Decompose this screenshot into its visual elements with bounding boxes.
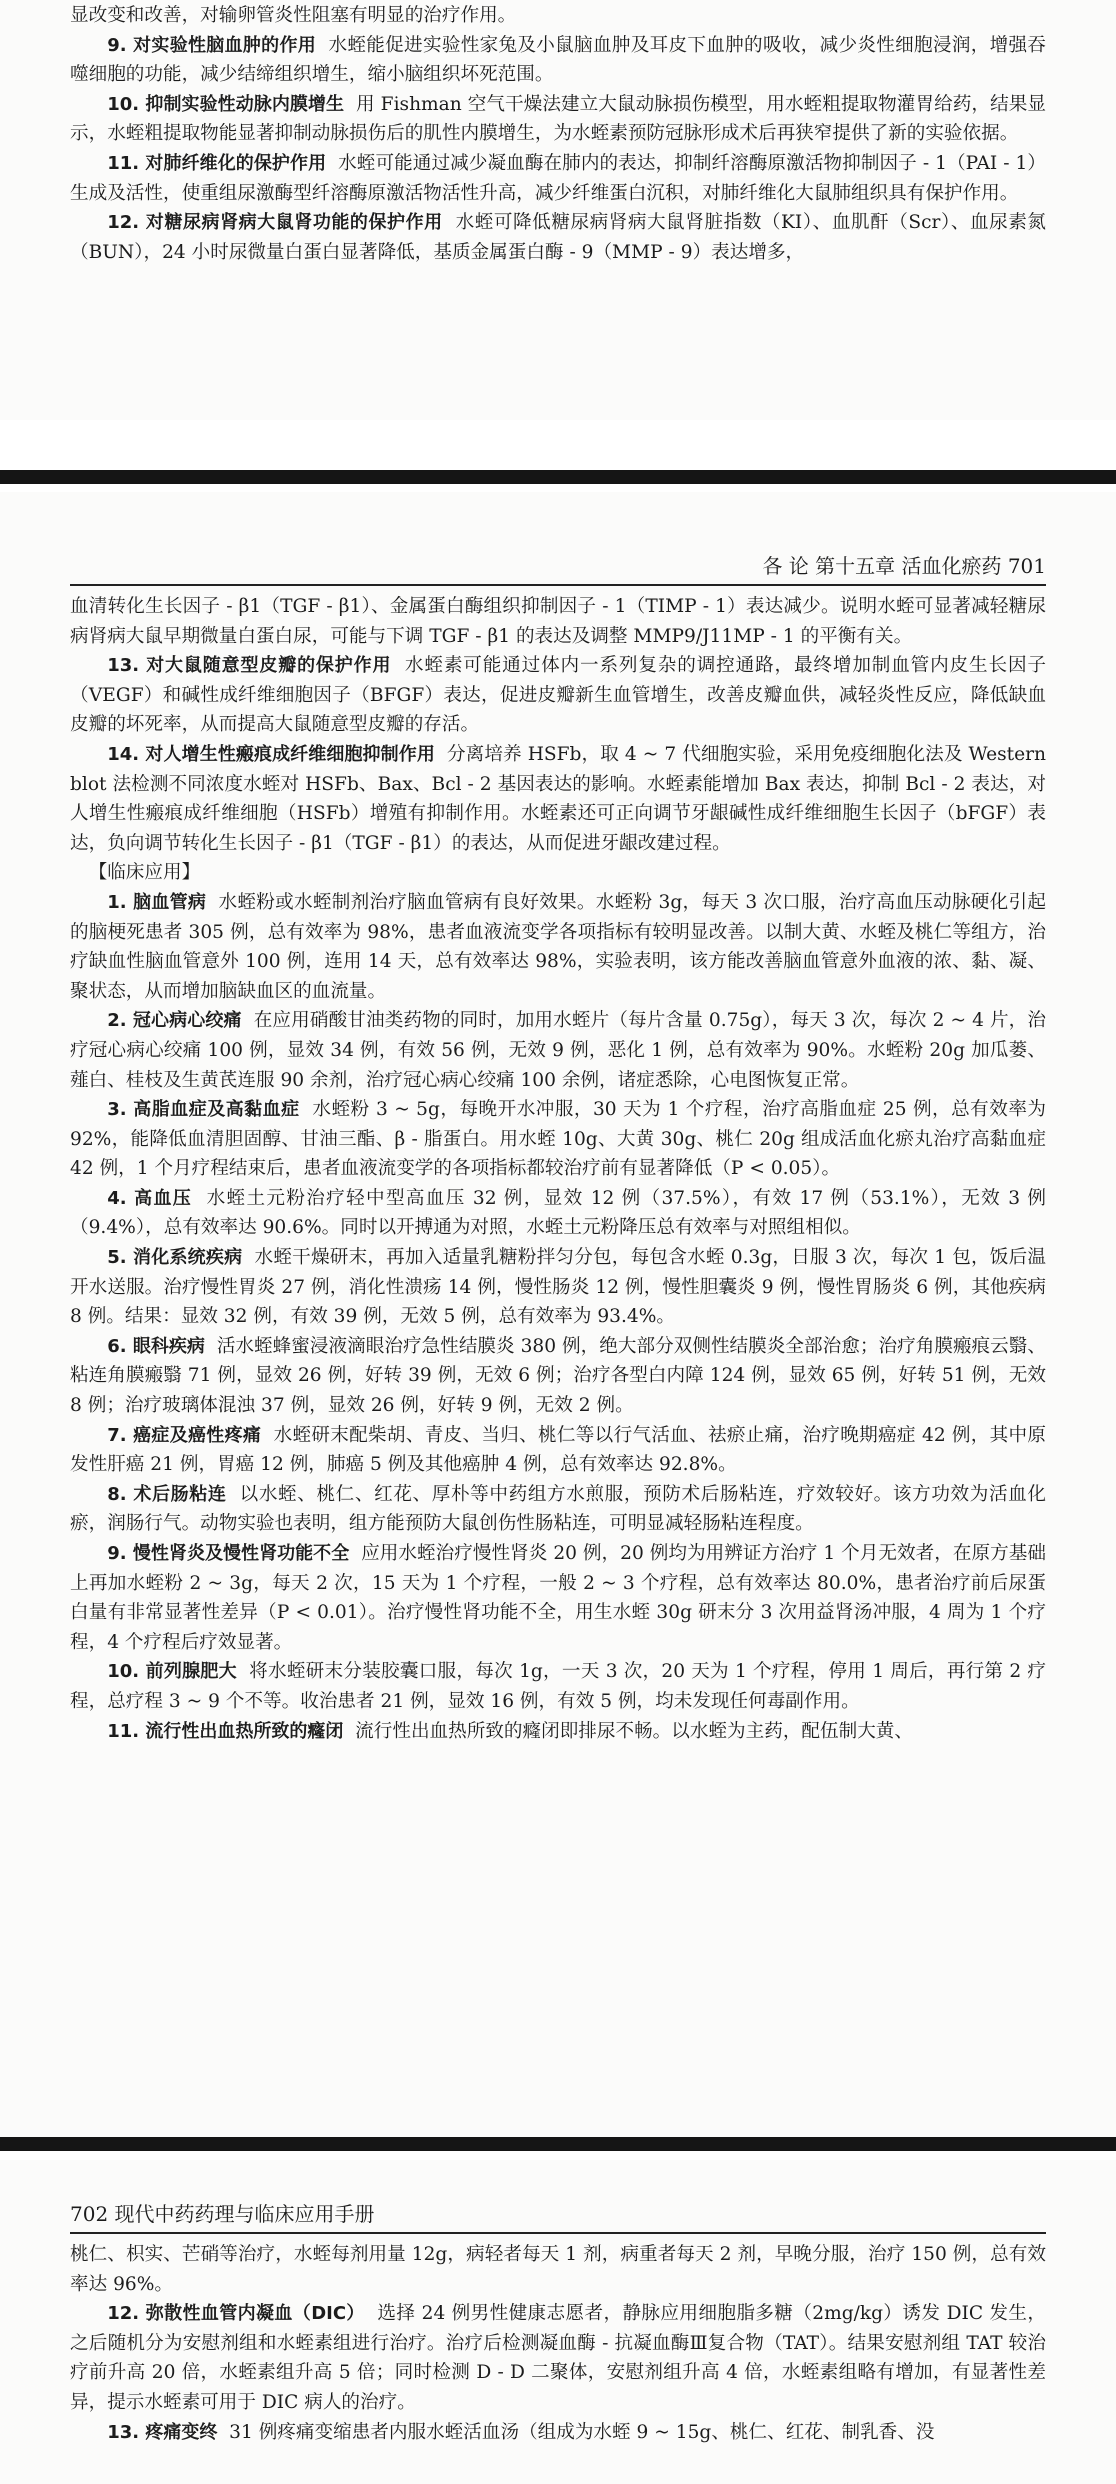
header-rule [70, 2232, 1046, 2234]
paragraph [70, 1717, 1046, 1747]
paragraph-heading: 11. 流行性出血热所致的癃闭 [107, 1720, 344, 1742]
paragraph [70, 1243, 1046, 1332]
paragraph-text: 选择 24 例男性健康志愿者，静脉应用细胞脂多糖（2mg/kg）诱发 DIC 发生，之后随机分为安慰剂组和水蛭素组进行治疗。治疗后检测凝血酶 - 抗凝血酶Ⅲ复合物（TAT）。结果安慰剂组 TAT 较治疗前升高 20 倍，水蛭素组升高 5 倍；同时检测 D - D 二聚体，安慰剂组升高 4 倍，水蛭素组略有增加，有显著性差异，提示水蛭素可用于 DIC 病人的治疗。 [70, 2303, 1046, 2413]
paragraph-heading: 5. 消化系统疾病 [107, 1247, 243, 1269]
paragraph [70, 1421, 1046, 1480]
paragraph [70, 149, 1046, 208]
paragraph-text: 水蛭粉 3 ~ 5g，每晚开水冲服，30 天为 1 个疗程，治疗高脂血症 25 例，总有效率为 92%，能降低血清胆固醇、甘油三酯、β - 脂蛋白。用水蛭 10g、大黄 30g、桃仁 20g 组成活血化瘀丸治疗高黏血症 42 例，1 个月疗程结束后，患者血液流变学的各项指标都较治疗前有显著降低（P < 0.05）。 [70, 1099, 1046, 1180]
paragraph-heading: 12. 对糖尿病肾病大鼠肾功能的保护作用 [107, 212, 443, 234]
paragraph-heading: 7. 癌症及癌性疼痛 [107, 1424, 262, 1446]
paragraph [70, 1539, 1046, 1657]
paragraph-text: 水蛭粉或水蛭制剂治疗脑血管病有良好效果。水蛭粉 3g，每天 3 次口服，治疗高血压动脉硬化引起的脑梗死患者 305 例，总有效率为 98%，患者血液流变学各项指标有较明显改善。以制大黄、水蛭及桃仁等组方，治疗缺血性脑血管意外 100 例，连用 14 天，总有效率达 98%，实验表明，该方能改善脑血管意外血液的浓、黏、凝、聚状态，从而增加脑缺血区的血流量。 [70, 891, 1046, 1002]
paragraph-text: 显改变和改善，对输卵管炎性阻塞有明显的治疗作用。 [70, 5, 517, 26]
paragraph-text: 活水蛭蜂蜜浸液滴眼治疗急性结膜炎 380 例，绝大部分双侧性结膜炎全部治愈；治疗角膜瘢痕云翳、粘连角膜瘢翳 71 例，显效 26 例，好转 39 例，无效 6 例；治疗各型白内障 124 例，显效 65 例，好转 51 例，无效 8 例；治疗玻璃体混浊 37 例，显效 26 例，好转 9 例，无效 2 例。 [70, 1335, 1047, 1417]
paragraph [70, 592, 1046, 651]
paragraph-heading: 14. 对人增生性瘢痕成纤维细胞抑制作用 [107, 743, 435, 765]
paragraph-heading: 11. 对肺纤维化的保护作用 [107, 152, 327, 174]
page1-body [70, 1, 1046, 267]
paragraph-text: 水蛭干燥研末，再加入适量乳糖粉拌匀分包，每包含水蛭 0.3g，日服 3 次，每次 1 包，饭后温开水送服。治疗慢性胃炎 27 例，消化性溃疡 14 例，慢性肠炎 12 例，慢性胆囊炎 9 例，慢性胃肠炎 6 例，其他疾病 8 例。结果：显效 32 例，有效 39 例，无效 5 例，总有效率为 93.4%。 [70, 1247, 1047, 1328]
paragraph-text: 水蛭土元粉治疗轻中型高血压 32 例，显效 12 例（37.5%），有效 17 例（53.1%），无效 3 例（9.4%），总有效率达 90.6%。同时以开搏通为对照，水蛭土元粉降压总有效率与对照组相似。 [70, 1187, 1046, 1239]
paragraph [70, 740, 1046, 858]
paragraph-text: 以水蛭、桃仁、红花、厚朴等中药组方水煎服，预防术后肠粘连，疗效较好。该方功效为活血化瘀，润肠行气。动物实验也表明，组方能预防大鼠创伤性肠粘连，可明显减轻肠粘连程度。 [70, 1483, 1046, 1535]
paragraph-heading: 9. 对实验性脑血肿的作用 [107, 34, 317, 56]
paragraph-text: 桃仁、枳实、芒硝等治疗，水蛭每剂用量 12g，病轻者每天 1 剂，病重者每天 2 剂，早晚分服，治疗 150 例，总有效率达 96%。 [70, 2244, 1046, 2295]
paragraph-heading: 12. 弥散性血管内凝血（DIC） [107, 2303, 365, 2325]
paragraph [70, 90, 1046, 149]
paragraph [70, 1480, 1046, 1539]
paragraph-heading: 8. 术后肠粘连 [107, 1483, 227, 1505]
paragraph [70, 2299, 1046, 2417]
paragraph-heading: 4. 高血压 [107, 1187, 193, 1209]
paragraph [70, 2418, 1046, 2448]
paragraph-text: 水蛭素可能通过体内一系列复杂的调控通路，最终增加制血管内皮生长因子（VEGF）和碱性成纤维细胞因子（BFGF）表达，促进皮瓣新生血管增生，改善皮瓣血供，减轻炎性反应，降低缺血皮瓣的坏死率，从而提高大鼠随意型皮瓣的存活。 [70, 655, 1046, 736]
paragraph [70, 1746, 1046, 1776]
paragraph-heading: 10. 前列腺肥大 [107, 1661, 237, 1683]
paragraph-heading: 13. 对大鼠随意型皮瓣的保护作用 [107, 655, 392, 677]
page-fragment-3 [0, 2160, 1116, 2484]
paragraph-text: 血清转化生长因子 - β1（TGF - β1）、金属蛋白酶组织抑制因子 - 1（TIMP - 1）表达减少。说明水蛭可显著减轻糖尿病肾病大鼠早期微量白蛋白尿，可能与下调 TGF - β1 的表达及调整 MMP9/J11MP - 1 的平衡有关。 [70, 596, 1046, 647]
paragraph [70, 1657, 1046, 1716]
paragraph-heading: 3. 高脂血症及高黏血症 [107, 1099, 300, 1121]
paragraph [70, 31, 1046, 90]
paragraph-text: 分离培养 HSFb，取 4 ~ 7 代细胞实验，采用免疫细胞化法及 Western blot 法检测不同浓度水蛭对 HSFb、Bax、Bcl - 2 基因表达的影响。水蛭素能增加 Bax 表达，抑制 Bcl - 2 表达，对人增生性瘢痕成纤维细胞（HSFb）增殖有抑制作用。水蛭素还可正向调节牙龈碱性成纤维细胞生长因子（bFGF）表达，负向调节转化生长因子 - β1（TGF - β1）的表达，从而促进牙龈改建过程。 [70, 743, 1046, 854]
paragraph [70, 1006, 1046, 1095]
page-fragment-1 [0, 0, 1116, 420]
paragraph [70, 1, 1046, 31]
paragraph-text: 水蛭研末配柴胡、青皮、当归、桃仁等以行气活血、祛瘀止痛，治疗晚期癌症 42 例，其中原发性肝癌 21 例，胃癌 12 例，肺癌 5 例及其他癌肿 4 例，总有效率达 92.8%。 [70, 1424, 1046, 1476]
page3-body [70, 2240, 1046, 2447]
paragraph [70, 208, 1046, 267]
paragraph-text: 在应用硝酸甘油类药物的同时，加用水蛭片（每片含量 0.75g），每天 3 次，每次 2 ~ 4 片，治疗冠心病心绞痛 100 例，显效 34 例，有效 56 例，无效 9 例，恶化 1 例，总有效率为 90%。水蛭粉 20g 加瓜蒌、薤白、桂枝及生黄芪连服 90 余剂，治疗冠心病心绞痛 100 余例，诸症悉除，心电图恢复正常。 [70, 1010, 1046, 1091]
paragraph-heading: 9. 慢性肾炎及慢性肾功能不全 [107, 1543, 350, 1564]
page-divider [0, 2137, 1116, 2151]
running-header: 702 现代中药药理与临床应用手册 [70, 2202, 375, 2226]
paragraph-heading: 10. 抑制实验性动脉内膜增生 [107, 93, 345, 115]
paragraph [70, 1332, 1046, 1421]
paragraph-text: 水蛭可降低糖尿病肾病大鼠肾脏指数（KI）、血肌酐（Scr）、血尿素氮（BUN），24 小时尿微量白蛋白显著降低，基质金属蛋白酶 - 9（MMP - 9）表达增多， [70, 212, 1046, 263]
header-rule [70, 584, 1046, 586]
paragraph-text: 用 Fishman 空气干燥法建立大鼠动脉损伤模型，用水蛭粗提取物灌胃给药，结果显示，水蛭粗提取物能显著抑制动脉损伤后的肌性内膜增生，为水蛭素预防冠脉形成术后再狭窄提供了新的实验依据。 [70, 93, 1046, 145]
paragraph [70, 651, 1046, 740]
paragraph-text: 将水蛭研末分装胶囊口服，每次 1g，一天 3 次，20 天为 1 个疗程，停用 1 周后，再行第 2 疗程，总疗程 3 ~ 9 个不等。收治患者 21 例，显效 16 例，有效 5 例，均未发现任何毒副作用。 [70, 1661, 1047, 1712]
paragraph-heading: 6. 眼科疾病 [107, 1335, 205, 1357]
paragraph [70, 1095, 1046, 1184]
paragraph-heading: 1. 脑血管病 [107, 891, 207, 913]
running-header: 各 论 第十五章 活血化瘀药 701 [762, 554, 1046, 578]
page-fragment-2 [0, 492, 1116, 2142]
paragraph-text: 应用水蛭治疗慢性肾炎 20 例，20 例均为用辨证方治疗 1 个月无效者，在原方基础上再加水蛭粉 2 ~ 3g，每天 2 次，15 天为 1 个疗程，一般 2 ~ 3 个疗程，总有效率达 80.0%，患者治疗前后尿蛋白量有非常显著性差异（P < 0.01）。治疗慢性肾功能不全，用生水蛭 30g 研末分 3 次用益肾汤冲服，4 周为 1 个疗程，4 个疗程后疗效显著。 [70, 1543, 1046, 1653]
paragraph-text: 水蛭能促进实验性家兔及小鼠脑血肿及耳皮下血肿的吸收，减少炎性细胞浸润，增强吞噬细胞的功能，减少结缔组织增生，缩小脑组织坏死范围。 [70, 34, 1046, 86]
paragraph [70, 2240, 1046, 2299]
paragraph [70, 1184, 1046, 1243]
section-heading: 【临床应用】 [88, 862, 201, 884]
paragraph-text: 31 例疼痛变缩患者内服水蛭活血汤（组成为水蛭 9 ~ 15g、桃仁、红花、制乳香、没 [229, 2421, 935, 2443]
paragraph-text: 流行性出血热所致的癃闭即排尿不畅。以水蛭为主药，配伍制大黄、 [355, 1720, 913, 1742]
page-divider [0, 470, 1116, 484]
paragraph [70, 888, 1046, 1006]
page2-body [70, 592, 1046, 1776]
paragraph-heading: 2. 冠心病心绞痛 [107, 1010, 242, 1032]
paragraph-heading: 13. 疼痛变终 [107, 2421, 218, 2443]
paragraph-text: 水蛭可能通过减少凝血酶在肺内的表达，抑制纤溶酶原激活物抑制因子 - 1（PAI - 1）生成及活性，使重组尿激酶型纤溶酶原激活物活性升高，减少纤维蛋白沉积，对肺纤维化大鼠肺组织具有保护作用。 [70, 152, 1046, 204]
